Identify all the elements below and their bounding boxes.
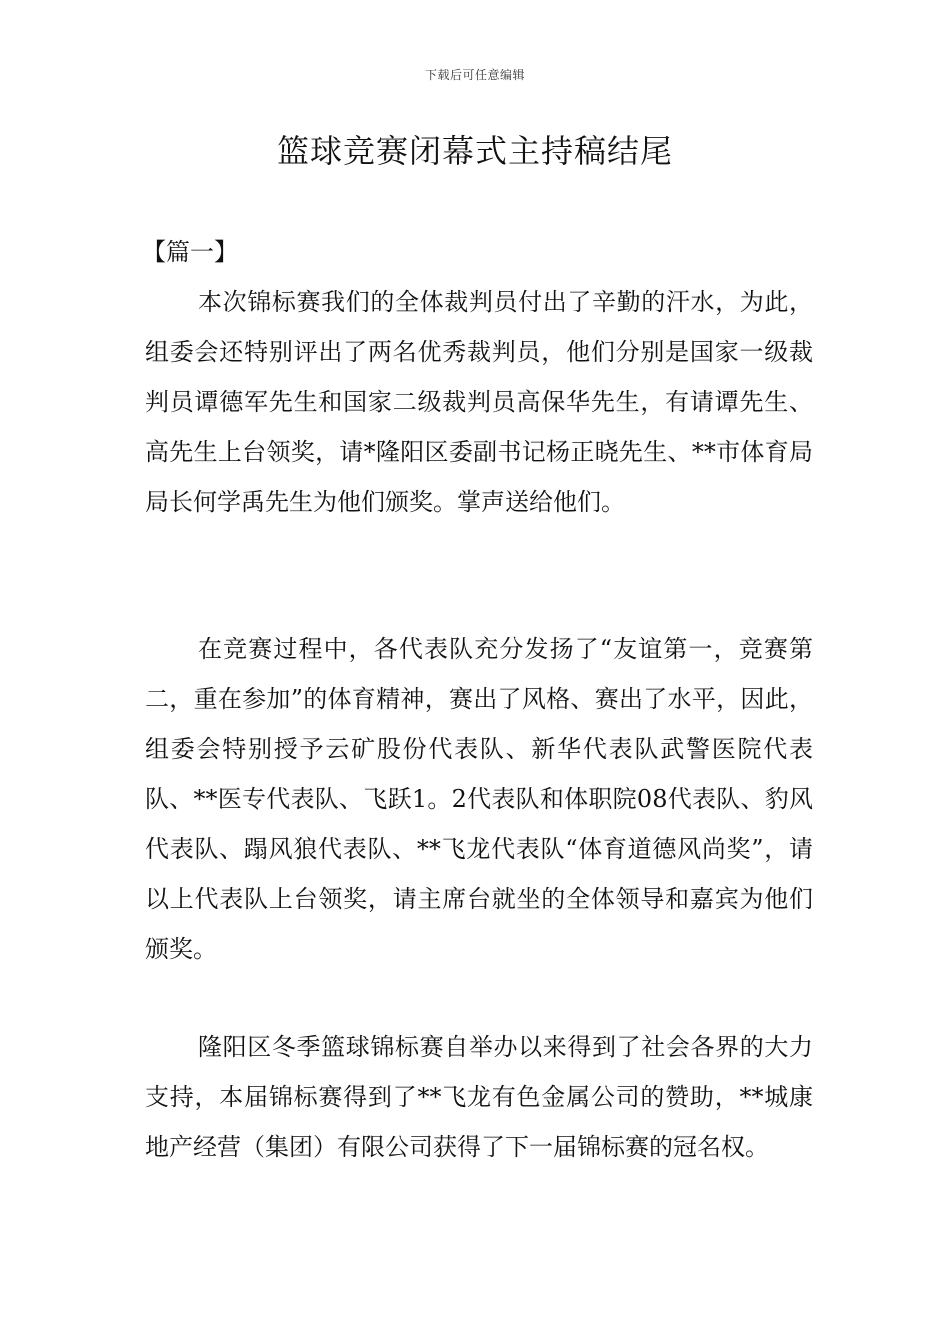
paragraph-3: 隆阳区冬季篮球锦标赛自举办以来得到了社会各界的大力支持，本届锦标赛得到了**飞龙有色金属公司的赞助，**城康地产经营（集团）有限公司获得了下一届锦标赛的冠名权。 (145, 1033, 813, 1161)
page-title: 篮球竞赛闭幕式主持稿结尾 (276, 132, 673, 170)
paragraph-2: 在竞赛过程中，各代表队充分发扬了“友谊第一，竞赛第二，重在参加”的体育精神，赛出了风格、赛出了水平，因此，组委会特别授予云矿股份代表队、新华代表队武警医院代表队、**医专代表队、飞跃1。2代表队和体职院08代表队、豹风代表队、蹋风狼代表队、**飞龙代表队“体育道德风尚奖”，请以上代表队上台领奖，请主席台就坐的全体领导和嘉宾为他们颁奖。 (145, 635, 813, 963)
section-label: 【篇一】 (142, 238, 238, 266)
header-note: 下载后可任意编辑 (424, 68, 525, 82)
paragraph-1: 本次锦标赛我们的全体裁判员付出了辛勤的汗水，为此，组委会还特别评出了两名优秀裁判员，他们分别是国家一级裁判员谭德军先生和国家二级裁判员高保华先生，有请谭先生、高先生上台领奖，请*隆阳区委副书记杨正晓先生、**市体育局局长何学禹先生为他们颁奖。掌声送给他们。 (145, 288, 813, 516)
